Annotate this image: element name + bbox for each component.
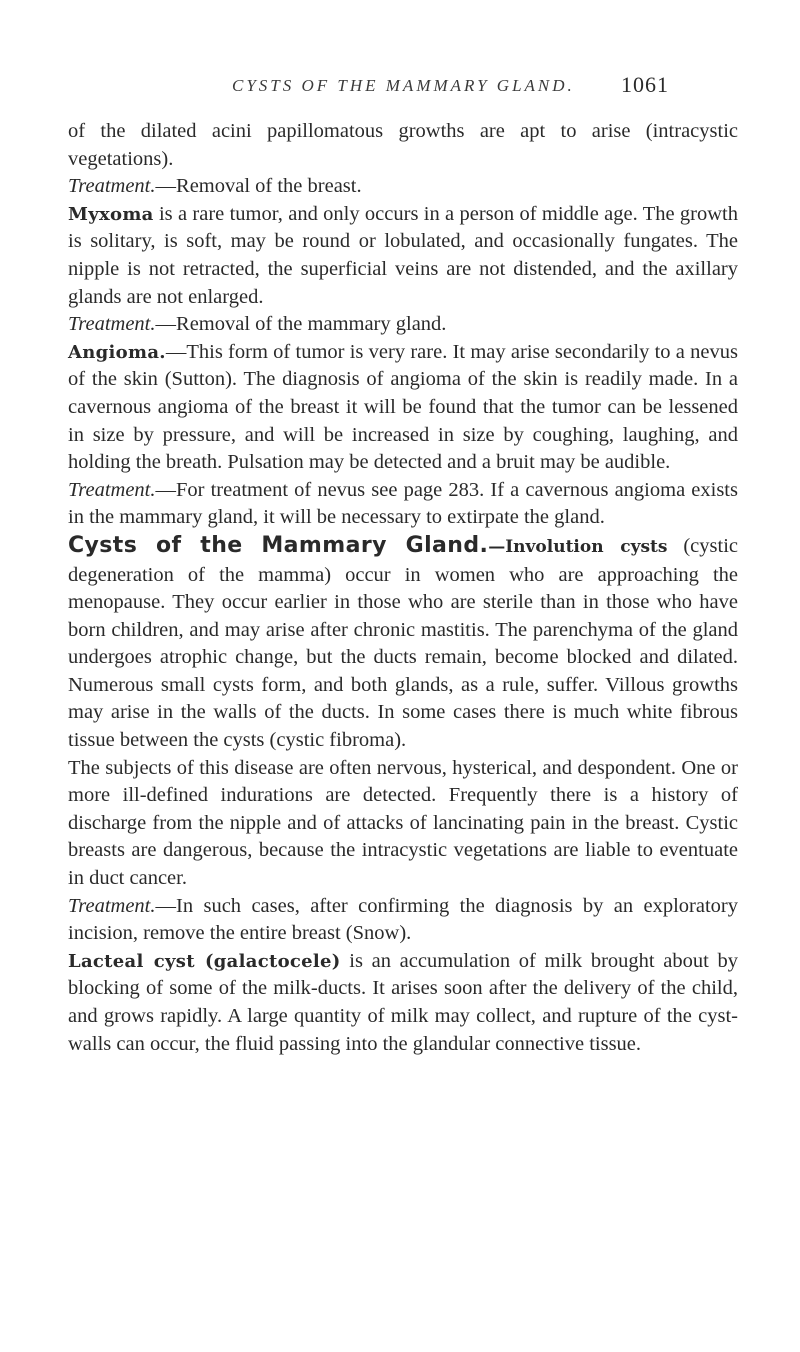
angioma-paragraph	[68, 339, 738, 477]
paragraph	[68, 755, 738, 893]
term-angioma: Angioma.	[68, 341, 166, 363]
treatment-label: Treatment.	[68, 175, 156, 198]
treatment-paragraph	[68, 477, 738, 532]
cysts-section-paragraph	[68, 532, 738, 755]
treatment-paragraph	[68, 311, 738, 339]
section-heading: Cysts of the Mammary Gland.	[68, 532, 489, 558]
paragraph-text: is a rare tumor, and only occurs in a person of middle age. The growth is solitary, is soft, may be round or lobulated, and occasionally fungates. The nipple is not retracted, the superficial veins are not distended, and the axillary glands are not enlarged.	[68, 202, 738, 308]
running-head	[0, 72, 800, 106]
myxoma-paragraph	[68, 201, 738, 311]
treatment-label: Treatment.	[68, 478, 156, 501]
treatment-label: Treatment.	[68, 894, 156, 917]
term-lacteal-cyst: Lacteal cyst (galactocele)	[68, 950, 341, 972]
running-title: CYSTS OF THE MAMMARY GLAND.	[232, 76, 575, 95]
paragraph-text: —Removal of the mammary gland.	[155, 313, 447, 336]
paragraph-text: —For treatment of nevus see page 283. If a cavernous angioma exists in the mammary gland, it will be necessary to extirpate the gland.	[68, 478, 738, 529]
paragraph-text: The subjects of this disease are often nervous, hysterical, and despondent. One or more ill-defined indurations are detected. Frequently there is a history of discharge from the nipple and of attacks of lancinating pain in the breast. Cystic breasts are dangerous, because the intracystic vegetations are liable to eventuate in duct cancer.	[68, 756, 738, 890]
paragraph-text: (cystic degeneration of the mamma) occur in women who are approaching the menopause. They occur earlier in those who are sterile than in those who have born children, and may arise after chronic mastitis. The parenchyma of the gland undergoes atrophic change, but the ducts remain, become blocked and dilated. Numerous small cysts form, and both glands, as a rule, suffer. Villous growths may arise in the walls of the ducts. In some cases there is much white fibrous tissue between the cysts (cystic fibroma).	[68, 534, 738, 752]
treatment-label: Treatment.	[68, 313, 156, 336]
paragraph-text: —Removal of the breast.	[155, 175, 362, 198]
paragraph-text: is an accumulation of milk brought about by blocking of some of the milk-ducts. It arises soon after the delivery of the child, and grows rapidly. A large quantity of milk may collect, and rupture of the cyst-walls can occur, the fluid passing into the glandular connective tissue.	[68, 949, 738, 1055]
treatment-paragraph	[68, 173, 738, 201]
lacteal-cyst-paragraph	[68, 948, 738, 1058]
treatment-paragraph	[68, 893, 738, 948]
page-number: 1061	[621, 72, 669, 97]
paragraph-text: of the dilated acini papillomatous growths are apt to arise (intracystic vegetations).	[68, 120, 738, 170]
paragraph	[68, 118, 738, 173]
paragraph-text: —This form of tumor is very rare. It may arise secondarily to a nevus of the skin (Sutton). The diagnosis of angioma of the skin is readily made. In a cavernous angioma of the breast it will be found that the tumor can be lessened in size by pressure, and will be increased in size by coughing, laughing, and holding the breath. Pulsation may be detected and a bruit may be audible.	[68, 340, 738, 474]
section-lead-term: —Involution cysts	[488, 536, 668, 557]
term-myxoma: Myxoma	[68, 203, 154, 225]
page-body	[68, 118, 738, 1058]
paragraph-text: —In such cases, after confirming the diagnosis by an exploratory incision, remove the entire breast (Snow).	[68, 894, 738, 945]
